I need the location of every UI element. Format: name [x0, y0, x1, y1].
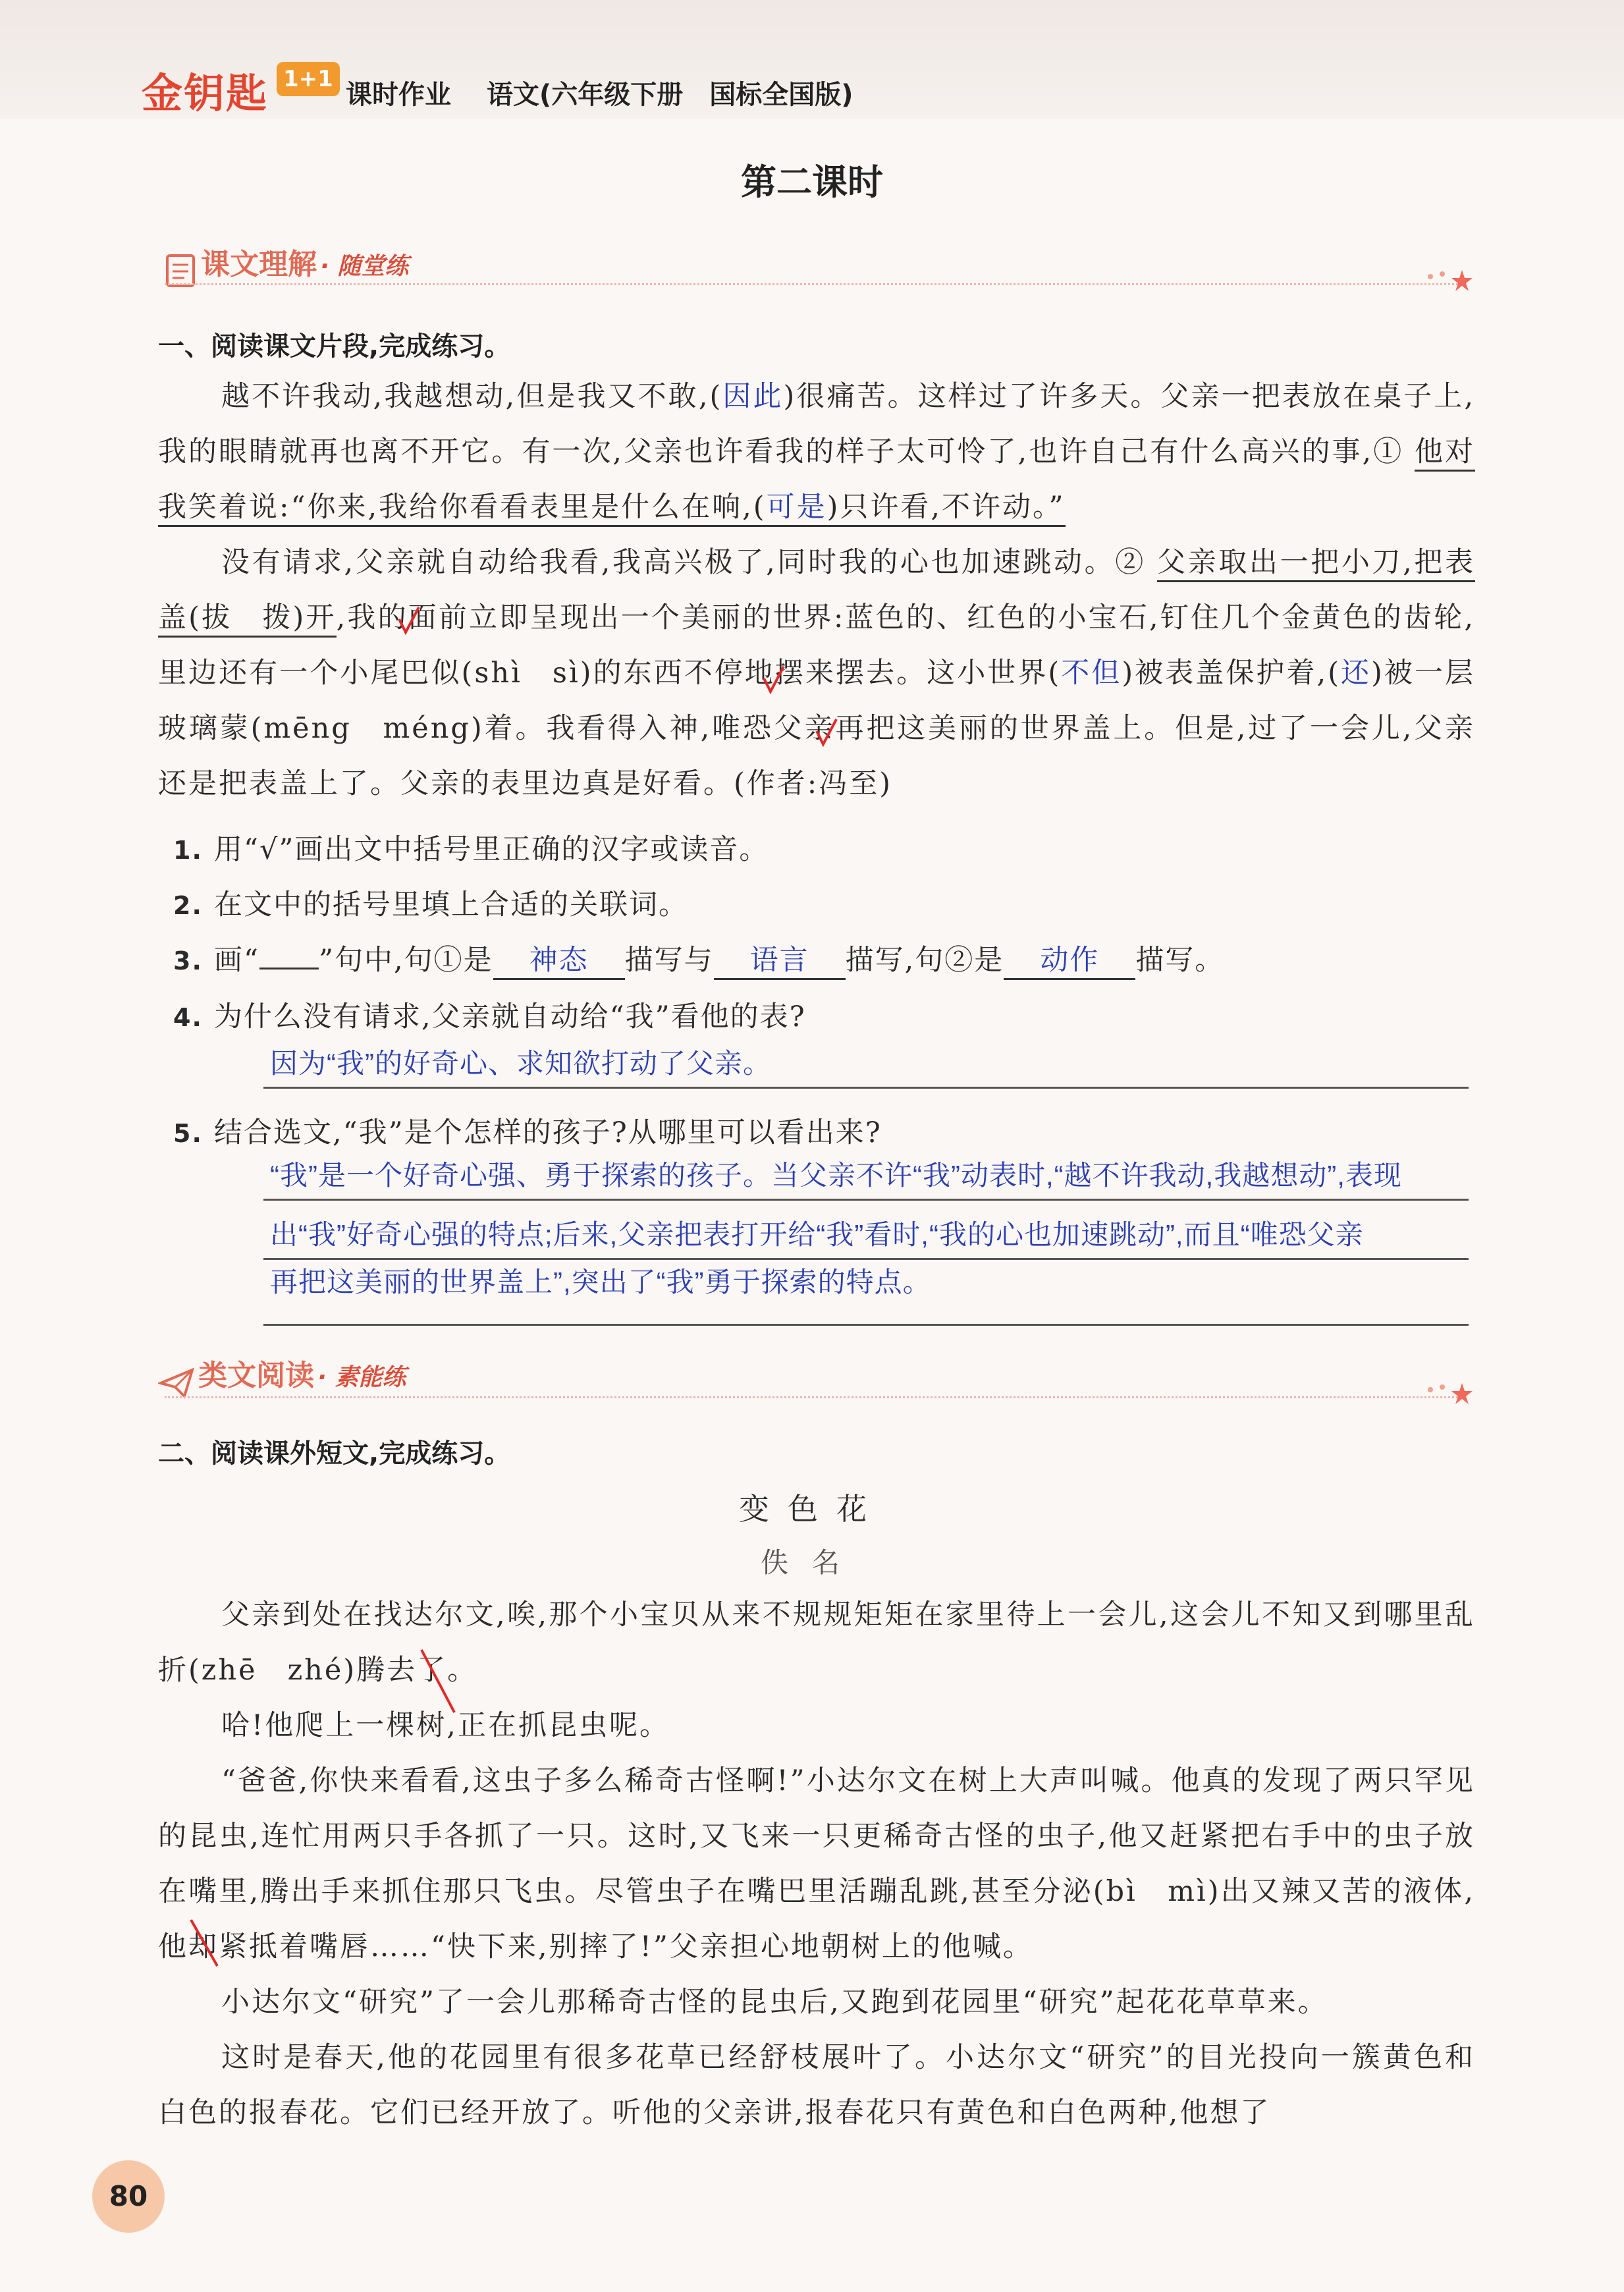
question-2 [173, 883, 688, 923]
story-title: 变色花 [739, 1491, 885, 1527]
brand-logo: 金钥匙 [142, 69, 269, 117]
story-paragraph: 小达尔文“研究”了一会儿那稀奇古怪的昆虫后,又跑到花园里“研究”起花花草草来。 [221, 1986, 1328, 2019]
passage-text: )被一层玻璃蒙(mēng méng)着。我看得入神,唯恐父亲再把这美丽的世界盖上。但是,过了一会儿,父亲还是把表盖上了。父亲的表里边真是好看。(作者:冯至) [158, 657, 1475, 800]
passage-text: 他对我笑着说:“你来,我给你看看表里是什么在响,( [158, 435, 1475, 524]
section1-header [165, 240, 408, 290]
header-series: 课时作业 [346, 80, 451, 110]
question-text: 描写。 [1135, 944, 1225, 977]
stars-icon [1422, 263, 1475, 296]
question-text: 为什么没有请求,父亲就自动给“我”看他的表? [214, 1000, 806, 1033]
section1-divider [165, 283, 1462, 285]
answer-line [263, 1324, 1469, 1326]
section1-title: 课文理解 [201, 248, 317, 281]
question-text: 用“√”画出文中括号里正确的汉字或读音。 [214, 833, 769, 866]
story-passage [158, 1587, 1475, 2141]
answer-line [263, 1087, 1469, 1089]
section2-divider [165, 1396, 1462, 1398]
question-5 [173, 1110, 882, 1151]
passage-paragraph-2 [158, 535, 1475, 811]
page-number: 80 [92, 2160, 165, 2233]
section2-question-heading: 二、阅读课外短文,完成练习。 [158, 1438, 511, 1469]
passage-text: 没有请求,父亲就自动给我看,我高兴极了,同时我的心也加速跳动。② [221, 546, 1158, 579]
section1-subtitle: · 随堂练 [320, 253, 409, 280]
stars-icon [1422, 1377, 1475, 1409]
story-paragraph: “爸爸,你快来看看,这虫子多么稀奇古怪啊!”小达尔文在树上大声叫喊。他真的发现了两只罕见的昆虫,连忙用两只手各抓了一只。这时,又飞来一只更稀奇古怪的虫子,他又赶紧把右手中的虫子放在嘴里,腾出手来抓住那只飞虫。尽管虫子在嘴巴里活蹦乱跳,甚至分泌(bì mì)出又辣又苦的液体,他却紧抵着嘴唇……“快下来,别摔了!”父亲担心地朝树上的他喊。 [158, 1764, 1475, 1963]
paper-plane-icon [158, 1366, 195, 1399]
passage-text: ,我的面前立即呈现出一个美丽的世界:蓝色的、红色的小宝石,钉住几个金黄色的齿轮,里边还有一个小尾巴似(shì sì)的东西不停地摆来摆去。这小世界( [158, 601, 1475, 690]
question-number: 2. [173, 891, 203, 920]
section1-passage [158, 369, 1475, 811]
question-text: 描写与 [624, 944, 714, 977]
answer-blank-2[interactable]: 语言 [714, 938, 846, 980]
answer-5-line-1[interactable]: “我”是一个好奇心强、勇于探索的孩子。当父亲不许“我”动表时,“越不许我动,我越想动”,表现 [270, 1160, 1402, 1191]
question-number: 5. [173, 1119, 203, 1148]
question-4 [173, 995, 806, 1035]
section2-title: 类文阅读 [198, 1359, 315, 1392]
section2-subtitle: · 素能练 [317, 1364, 406, 1391]
brand-badge: 1+1 [277, 62, 340, 96]
answer-5-line-3[interactable]: 再把这美丽的世界盖上”,突出了“我”勇于探索的特点。 [270, 1267, 931, 1297]
passage-text: )很痛苦。这样过了许多天。父亲一把表放在桌子上,我的眼睛就再也离不开它。有一次,父亲也许看我的样子太可怜了,也许自己有什么高兴的事,① [158, 380, 1476, 468]
answer-blank-3[interactable]: 动作 [1004, 938, 1135, 980]
question-3 [173, 938, 1225, 980]
question-text: ”句中,句①是 [318, 944, 493, 977]
story-paragraph: 这时是春天,他的花园里有很多花草已经舒枝展叶了。小达尔文“研究”的目光投向一簇黄色和白色的报春花。它们已经开放了。听他的父亲讲,报春花只有黄色和白色两种,他想了 [158, 2041, 1475, 2129]
header-title [346, 74, 853, 111]
lesson-title: 第二课时 [741, 161, 883, 203]
passage-paragraph-1 [158, 369, 1475, 535]
answer-blank-1[interactable]: 神态 [493, 938, 625, 980]
question-text: 结合选文,“我”是个怎样的孩子?从哪里可以看出来? [214, 1116, 882, 1149]
passage-text: )被表盖保护着,( [1122, 657, 1341, 690]
passage-text: )只许看,不许动。” [826, 491, 1066, 524]
question-number: 1. [173, 836, 203, 865]
answer-4[interactable]: 因为“我”的好奇心、求知欲打动了父亲。 [270, 1048, 771, 1079]
question-number: 3. [173, 946, 203, 975]
section1-question-heading: 一、阅读课文片段,完成练习。 [158, 331, 511, 362]
question-number: 4. [173, 1003, 203, 1032]
question-text: 描写,句②是 [845, 944, 1004, 977]
conjunction-answer-1: 因此 [722, 381, 784, 412]
passage-text: 越不许我动,我越想动,但是我又不敢,( [221, 380, 723, 413]
question-text: 画“ [214, 944, 259, 977]
conjunction-answer-4: 还 [1340, 657, 1372, 689]
story-author: 佚名 [760, 1546, 863, 1579]
header-subject: 语文(六年级下册 国标全国版) [486, 80, 853, 110]
conjunction-answer-3: 不但 [1061, 657, 1122, 689]
conjunction-answer-2: 可是 [766, 491, 827, 523]
answer-5-line-2[interactable]: 出“我”好奇心强的特点;后来,父亲把表打开给“我”看时,“我的心也加速跳动”,而且“唯恐父亲 [270, 1219, 1364, 1250]
answer-line [263, 1199, 1469, 1201]
answer-line [263, 1258, 1469, 1260]
section2-header [158, 1351, 406, 1399]
underline-sample [259, 968, 319, 969]
underlined-sentence-2: 父亲取出一把小刀,把表盖(拔 拨)开 [158, 546, 1475, 638]
question-text: 在文中的括号里填上合适的关联词。 [214, 888, 688, 921]
story-paragraph: 父亲到处在找达尔文,唉,那个小宝贝从来不规规矩矩在家里待上一会儿,这会儿不知又到哪里乱折(zhē zhé)腾去了。 [158, 1598, 1475, 1687]
story-paragraph: 哈!他爬上一棵树,正在抓昆虫呢。 [221, 1709, 670, 1742]
question-1 [173, 827, 769, 867]
